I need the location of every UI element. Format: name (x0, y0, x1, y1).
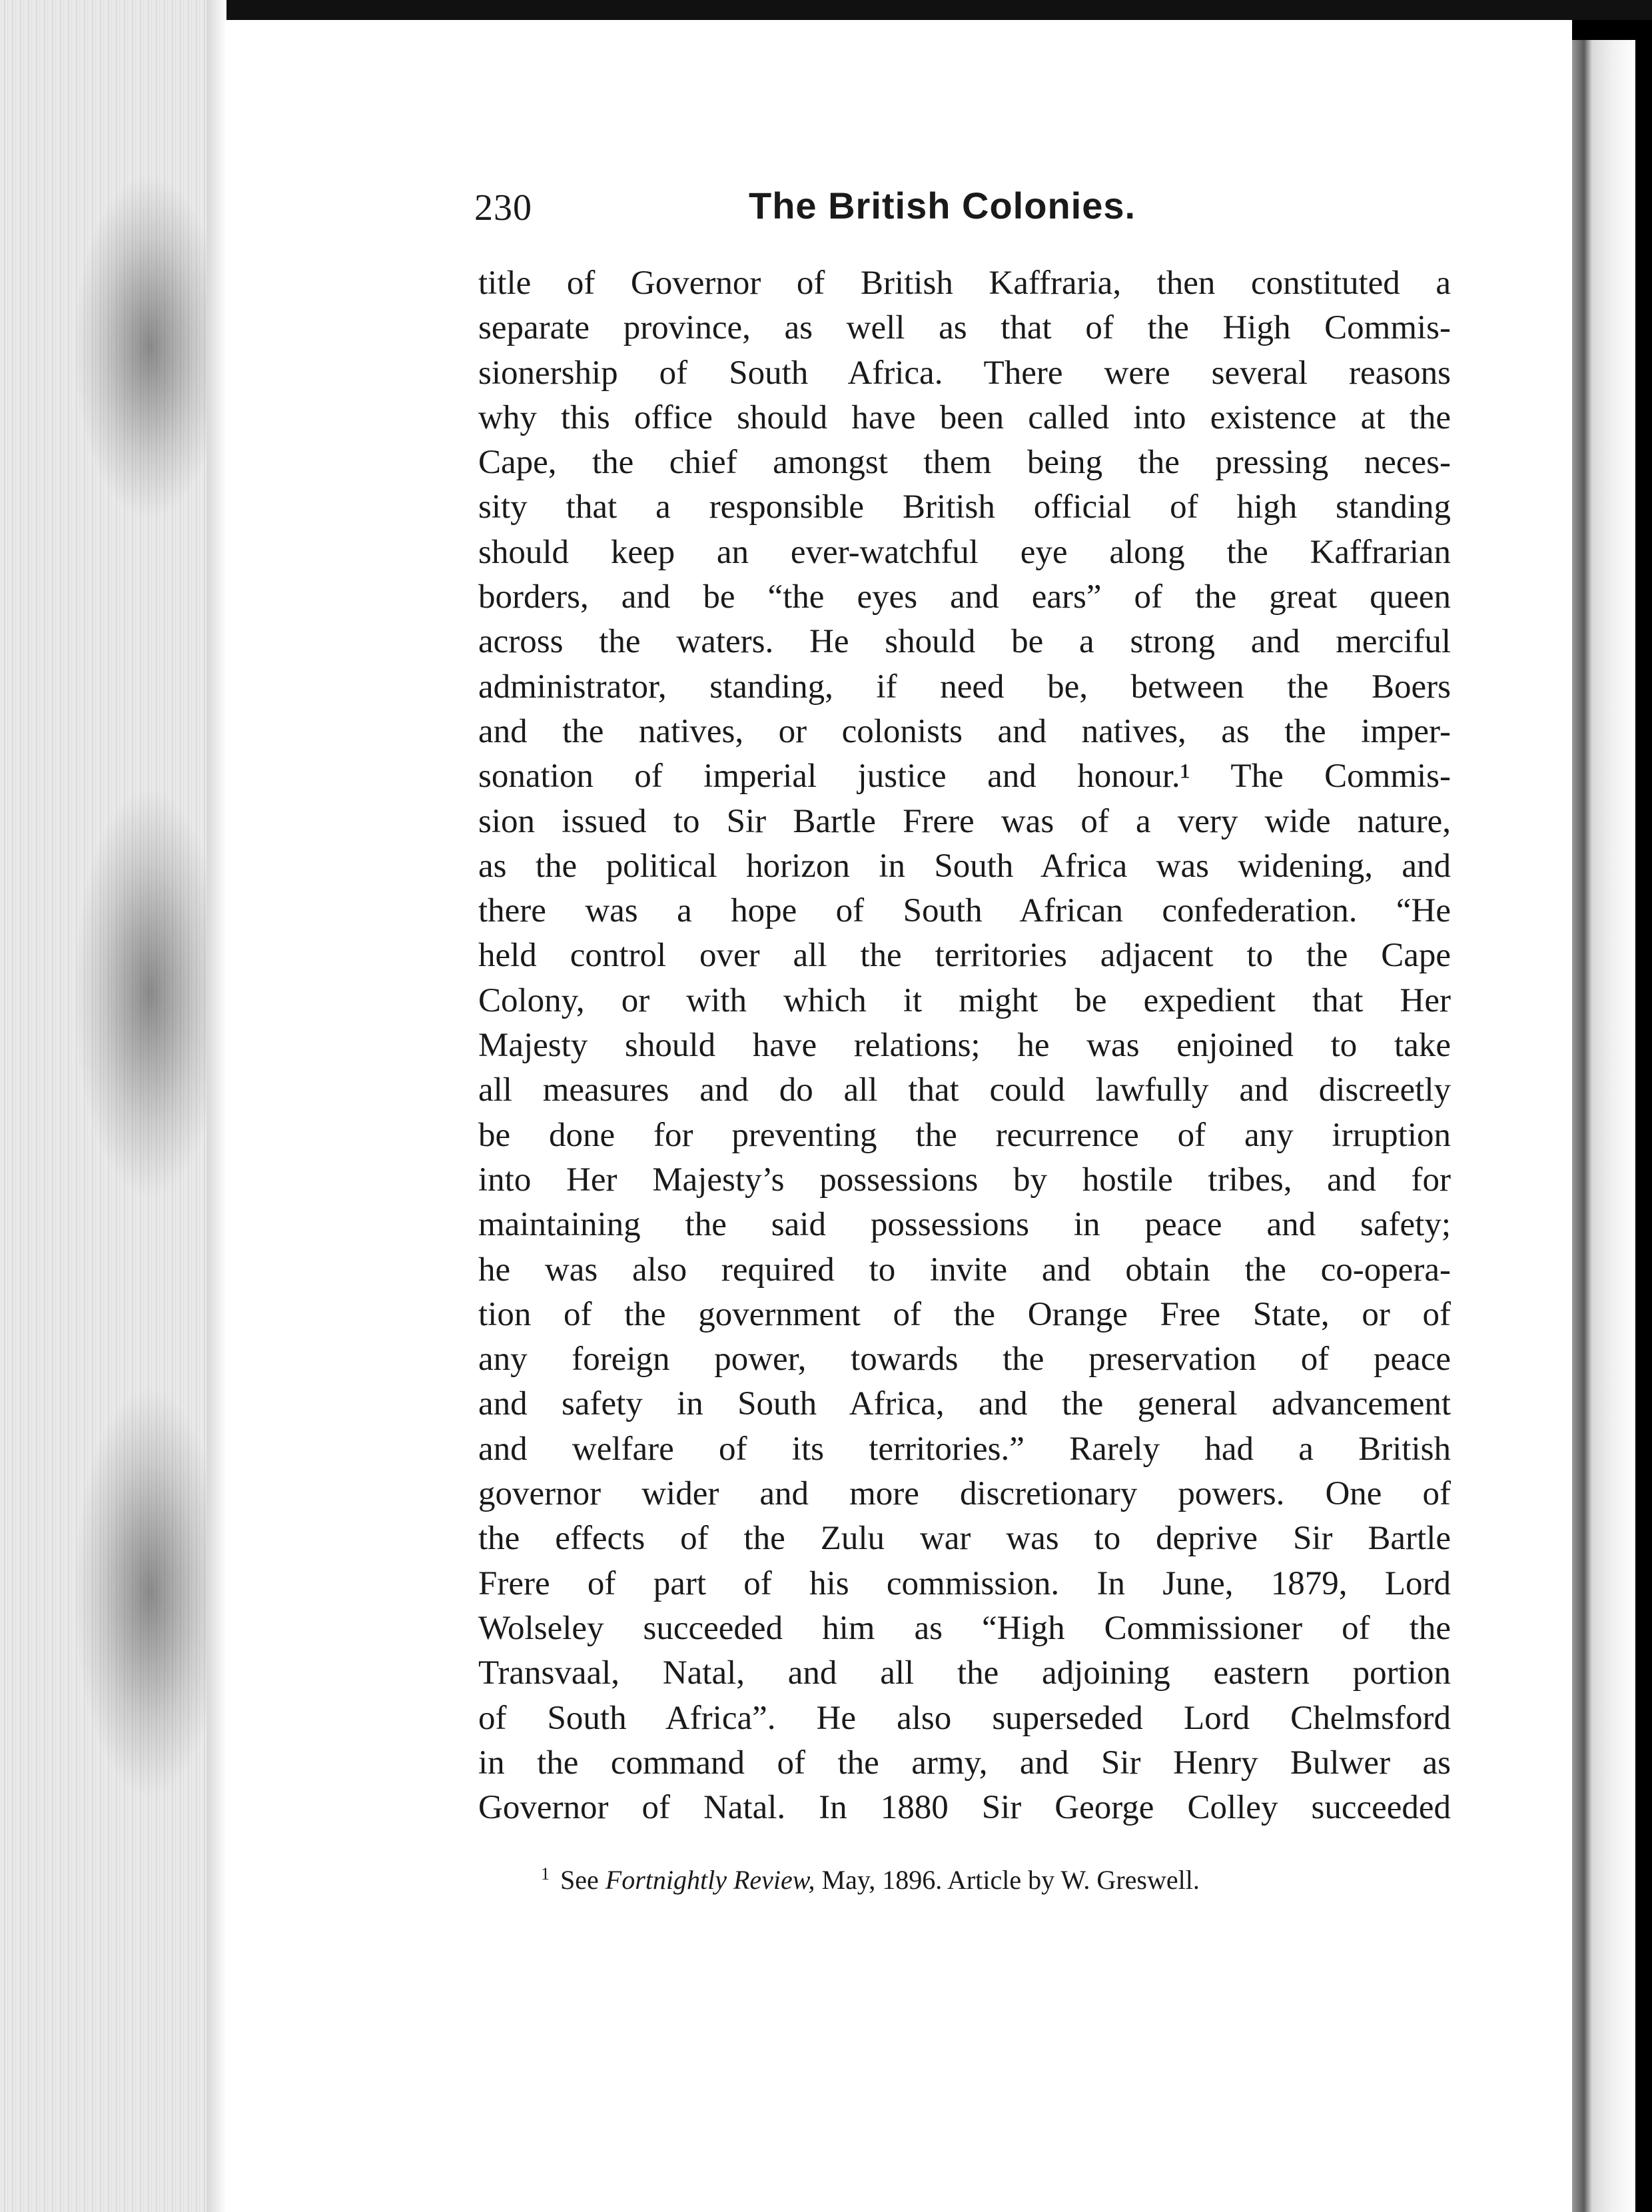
text-line: should keep an ever-watchful eye along the Kaffrarian (478, 533, 1451, 571)
text-line: and safety in South Africa, and the general advancement (478, 1385, 1451, 1423)
text-line: be done for preventing the recurrence of any irruption (478, 1116, 1451, 1154)
text-line: all measures and do all that could lawfully and discreetly (478, 1071, 1451, 1109)
text-line: and the natives, or colonists and natives, as the imper- (478, 712, 1451, 750)
text-line: Cape, the chief amongst them being the pressing neces- (478, 444, 1451, 482)
text-line: Colony, or with which it might be expedient that Her (478, 981, 1451, 1019)
book-page-edges (0, 0, 226, 2212)
text-line: tion of the government of the Orange Free State, or of (478, 1295, 1451, 1333)
text-line: Wolseley succeeded him as “High Commissioner of the (478, 1609, 1451, 1647)
text-line: maintaining the said possessions in peace and safety; (478, 1206, 1451, 1244)
scan-top-border (0, 0, 1652, 20)
text-line: sionership of South Africa. There were several reasons (478, 354, 1451, 392)
text-line: governor wider and more discretionary powers. One of (478, 1475, 1451, 1513)
footnote-details: May, 1896. Article by W. Greswell. (821, 1865, 1200, 1895)
text-line: of South Africa”. He also superseded Lord Chelmsford (478, 1699, 1451, 1737)
text-line: administrator, standing, if need be, between the Boers (478, 668, 1451, 706)
text-line: the effects of the Zulu war was to deprive Sir Bartle (478, 1520, 1451, 1558)
footnote-source: Fortnightly Review, (605, 1865, 815, 1895)
text-line: across the waters. He should be a strong and merciful (478, 623, 1451, 661)
facing-page-edge (1572, 40, 1635, 2212)
text-line: he was also required to invite and obtain the co-opera- (478, 1251, 1451, 1289)
text-line: and welfare of its territories.” Rarely had a British (478, 1430, 1451, 1468)
edge-stamp-mark (73, 786, 226, 1199)
text-line: there was a hope of South African confederation. “He (478, 892, 1451, 930)
edge-stamp-mark (73, 173, 226, 520)
text-line: sion issued to Sir Bartle Frere was of a very wide nature, (478, 802, 1451, 840)
body-text (478, 261, 1451, 1830)
edge-stamp-mark (73, 1386, 226, 1799)
text-line: as the political horizon in South Africa was widening, and (478, 847, 1451, 885)
text-line: Frere of part of his commission. In June, 1879, Lord (478, 1564, 1451, 1602)
footnote (541, 1864, 1200, 1896)
text-line: sity that a responsible British official of high standing (478, 488, 1451, 526)
page-number: 230 (474, 187, 532, 229)
text-line: held control over all the territories adjacent to the Cape (478, 937, 1451, 975)
footnote-prefix: See (560, 1865, 599, 1895)
text-line: in the command of the army, and Sir Henry Bulwer as (478, 1744, 1451, 1782)
running-title: The British Colonies. (749, 185, 1136, 227)
text-line: Governor of Natal. In 1880 Sir George Colley succeeded (478, 1789, 1451, 1827)
text-line: Transvaal, Natal, and all the adjoining eastern portion (478, 1654, 1451, 1692)
text-line: separate province, as well as that of the High Commis- (478, 309, 1451, 347)
text-line: Majesty should have relations; he was enjoined to take (478, 1027, 1451, 1065)
text-line: any foreign power, towards the preservation of peace (478, 1341, 1451, 1379)
footnote-marker: 1 (541, 1864, 550, 1884)
text-line: borders, and be “the eyes and ears” of the great queen (478, 578, 1451, 616)
page-header (474, 180, 1448, 233)
text-line: title of Governor of British Kaffraria, then constituted a (478, 265, 1451, 302)
text-line: sonation of imperial justice and honour.¹ The Commis- (478, 758, 1451, 796)
text-line: why this office should have been called into existence at the (478, 398, 1451, 436)
gutter-shadow (206, 0, 226, 2212)
text-line: into Her Majesty’s possessions by hostile tribes, and for (478, 1161, 1451, 1199)
